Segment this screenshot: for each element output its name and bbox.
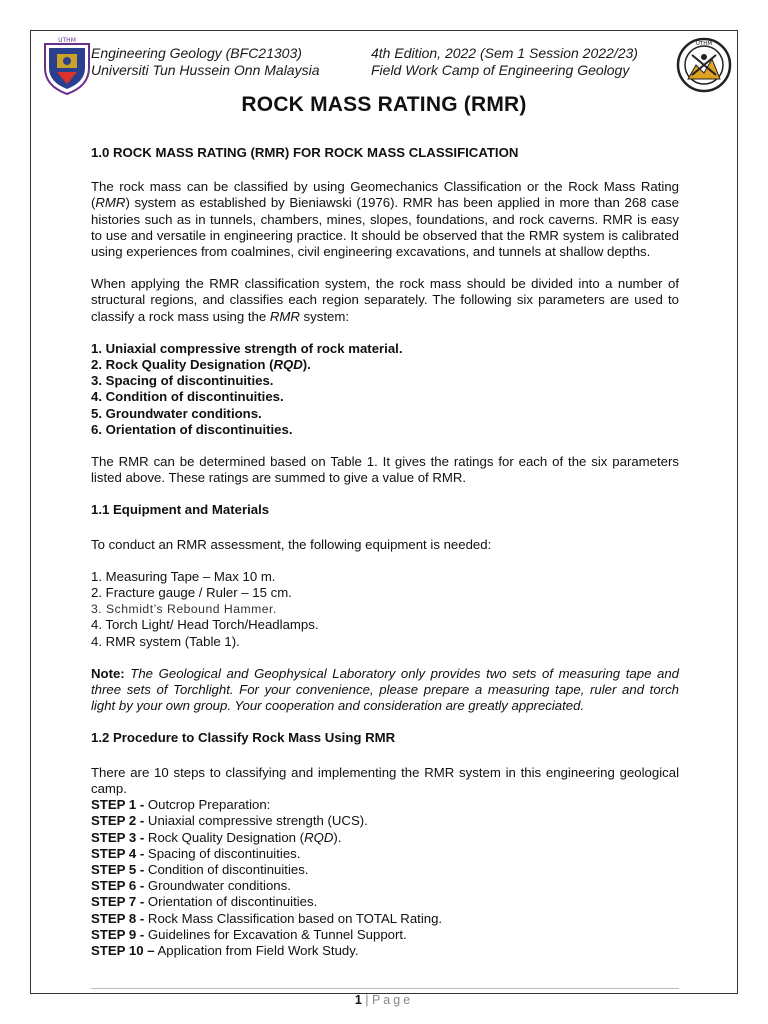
step-item: STEP 2 - Uniaxial compressive strength (UCS). (91, 813, 368, 829)
list-item: 6. Orientation of discontinuities. (91, 421, 293, 437)
page-number: 1 (354, 993, 362, 1007)
step-item: STEP 8 - Rock Mass Classification based on TOTAL Rating. (91, 910, 443, 926)
page-footer (0, 993, 768, 1007)
list-item: 5. Groundwater conditions. (91, 405, 262, 421)
step-item: STEP 4 - Spacing of discontinuities. (91, 845, 301, 861)
logo-right-text: UTHM (695, 41, 713, 47)
footer-separator: | (361, 993, 372, 1007)
university-name: Universiti Tun Hussein Onn Malaysia (91, 62, 320, 78)
uthm-crest-logo (35, 34, 99, 98)
parameters-intro-paragraph: When applying the RMR classification system, the rock mass should be divided into a number of structural regions, and classifies each region separately. The following six parameters are used to classify a rock mass using the RMR system: (91, 276, 679, 324)
list-item: 1. Uniaxial compressive strength of rock material. (91, 340, 403, 356)
list-item: 1. Measuring Tape – Max 10 m. (91, 568, 276, 584)
field-camp-emblem-logo (674, 35, 734, 95)
footer-divider (91, 988, 679, 989)
header-left (91, 45, 320, 79)
list-item: 3. Schmidt’s Rebound Hammer. (91, 602, 277, 617)
header-right (371, 45, 638, 79)
list-item: 3. Spacing of discontinuities. (91, 373, 274, 389)
rmr-parameters-list (91, 341, 679, 438)
step-item: STEP 6 - Groundwater conditions. (91, 878, 291, 894)
section-1-2-heading: 1.2 Procedure to Classify Rock Mass Using RMR (91, 730, 396, 746)
list-item: 4. Torch Light/ Head Torch/Headlamps. (91, 617, 319, 633)
edition-info: 4th Edition, 2022 (Sem 1 Session 2022/23) (371, 45, 638, 61)
course-name: Engineering Geology (BFC21303) (91, 45, 302, 61)
table-reference-paragraph: The RMR can be determined based on Table 1. It gives the ratings for each of the six parameters listed above. These ratings are summed to give a value of RMR. (91, 454, 679, 486)
step-item: STEP 1 - Outcrop Preparation: (91, 797, 271, 813)
step-item: STEP 3 - Rock Quality Designation (RQD). (91, 829, 342, 845)
list-item: 2. Fracture gauge / Ruler – 15 cm. (91, 585, 292, 601)
page-word: Page (371, 993, 414, 1007)
list-item: 4. RMR system (Table 1). (91, 633, 240, 649)
list-item: 4. Condition of discontinuities. (91, 389, 284, 405)
step-item: STEP 10 – Application from Field Work Study. (91, 942, 359, 958)
section-1-1-heading: 1.1 Equipment and Materials (91, 502, 270, 518)
step-item: STEP 5 - Condition of discontinuities. (91, 861, 309, 877)
page-header (30, 30, 738, 88)
procedure-intro: There are 10 steps to classifying and implementing the RMR system in this engineering geological camp. (91, 764, 679, 796)
equipment-list (91, 569, 679, 650)
equipment-intro: To conduct an RMR assessment, the following equipment is needed: (91, 536, 492, 552)
step-item: STEP 7 - Orientation of discontinuities. (91, 894, 318, 910)
section-1-heading: 1.0 ROCK MASS RATING (RMR) FOR ROCK MASS CLASSIFICATION (91, 145, 519, 160)
intro-paragraph: The rock mass can be classified by using Geomechanics Classification or the Rock Mass Rating (RMR) system as established by Bieniawski (1976). RMR has been applied in more than 268 case histories such as in tunnels, chambers, mines, slopes, foundations, and rock caverns. RMR is easy to use and versatile in engineering practice. It should be observed that the RMR system is calibrated using experiences from coalmines, civil engineering excavations, and tunnels at shallow depths. (91, 179, 679, 260)
step-item: STEP 9 - Guidelines for Excavation & Tunnel Support. (91, 926, 407, 942)
procedure-steps-list (91, 797, 679, 959)
document-body (91, 145, 679, 975)
note-paragraph: Note: The Geological and Geophysical Laboratory only provides two sets of measuring tape and three sets of Torchlight. For your convenience, please prepare a measuring tape, ruler and torch light by your own group. Your cooperation and consideration are greatly appreciated. (91, 665, 679, 714)
page-title: ROCK MASS RATING (RMR) (241, 93, 527, 116)
list-item: 2. Rock Quality Designation (RQD). (91, 357, 311, 373)
fieldwork-title: Field Work Camp of Engineering Geology (371, 62, 630, 78)
logo-left-text: UTHM (58, 37, 76, 44)
